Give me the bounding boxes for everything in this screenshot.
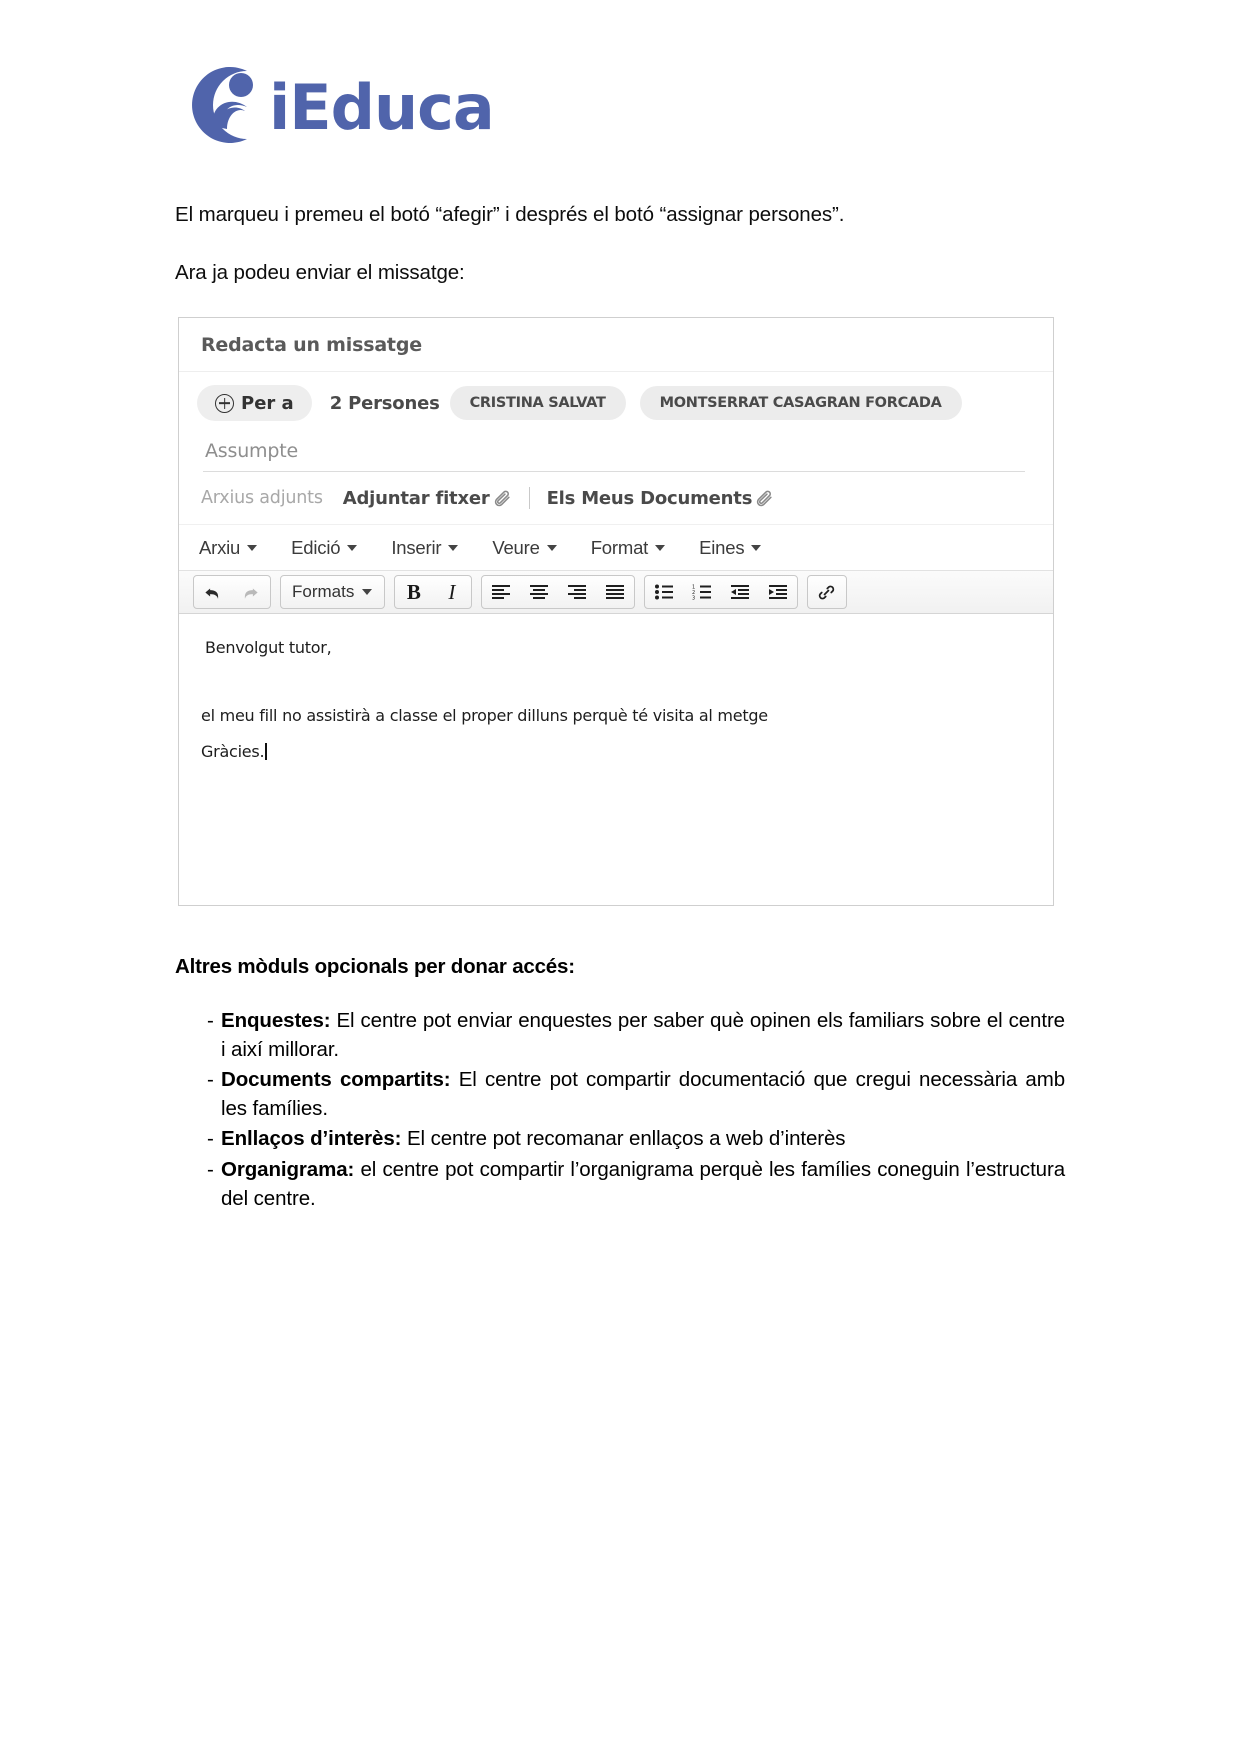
menu-arxiu[interactable]: [199, 537, 257, 559]
italic-label: I: [448, 579, 456, 604]
align-left-button[interactable]: [482, 576, 520, 608]
bullet-dash: -: [207, 1127, 214, 1151]
list-item-text: [221, 1006, 1065, 1064]
attach-file-button[interactable]: [343, 488, 512, 509]
optional-modules-heading: Altres mòduls opcionals per donar accés:: [175, 955, 575, 978]
formats-label: Formats: [292, 582, 355, 601]
list-item-term: Enquestes:: [221, 1009, 331, 1032]
list-item: [175, 1065, 1065, 1123]
message-composer-panel: [178, 317, 1054, 906]
align-right-icon: [567, 584, 587, 600]
align-justify-icon: [605, 584, 625, 600]
bullet-dash: -: [207, 1009, 214, 1032]
subject-row: [179, 434, 1053, 472]
svg-text:2: 2: [691, 590, 696, 596]
list-item-text: [221, 1065, 1065, 1123]
align-center-icon: [529, 584, 549, 600]
editor-greeting-line: Benvolgut tutor,: [205, 638, 332, 657]
editor-toolbar: [179, 570, 1053, 614]
history-button-group: [193, 575, 271, 609]
bullet-dash: -: [207, 1068, 214, 1092]
recipient-count-label: 2 Persones: [329, 392, 440, 414]
indent-icon: [768, 584, 788, 600]
insert-link-button[interactable]: [808, 576, 846, 608]
list-item: [175, 1006, 1065, 1064]
logo-wordmark: iEduca: [269, 71, 494, 144]
list-item-term: Enllaços d’interès:: [221, 1127, 402, 1151]
recipient-chip[interactable]: MONTSERRAT CASAGRAN FORCADA: [640, 386, 962, 420]
redo-arrow-icon: [241, 583, 260, 602]
recipient-chip[interactable]: CRISTINA SALVAT: [450, 386, 626, 420]
my-documents-label: Els Meus Documents: [546, 487, 753, 509]
ieduca-logo: [183, 62, 494, 148]
menu-edicio[interactable]: [291, 537, 357, 559]
attachments-row: [179, 472, 1053, 524]
attach-file-label: Adjuntar fitxer: [342, 487, 490, 509]
paperclip-icon: [493, 489, 512, 508]
menu-label: Veure: [492, 536, 540, 558]
my-documents-button[interactable]: [547, 488, 775, 509]
formats-button-group: [280, 575, 385, 609]
add-recipient-button[interactable]: [197, 385, 312, 421]
recipients-row: [179, 372, 1053, 434]
list-item-desc: El centre pot compartir documentació que cregui necessària amb les famílies.: [221, 1068, 1065, 1121]
text-cursor: [265, 743, 267, 760]
chevron-down-icon: [247, 545, 257, 551]
align-justify-button[interactable]: [596, 576, 634, 608]
alignment-button-group: [481, 575, 635, 609]
editor-closing-text: Gràcies.: [201, 742, 265, 761]
numbered-list-button[interactable]: [683, 576, 721, 608]
chevron-down-icon: [347, 545, 357, 551]
menu-eines[interactable]: [699, 537, 761, 559]
undo-arrow-icon: [203, 583, 222, 602]
chevron-down-icon: [362, 589, 372, 595]
list-item-term: Documents compartits:: [221, 1068, 451, 1092]
menu-label: Eines: [699, 536, 745, 558]
instruction-paragraph-1: El marqueu i premeu el botó “afegir” i després el botó “assignar persones”.: [175, 203, 845, 226]
indent-button[interactable]: [759, 576, 797, 608]
list-item: [175, 1124, 1065, 1153]
align-left-icon: [491, 584, 511, 600]
align-right-button[interactable]: [558, 576, 596, 608]
numbered-list-icon: [692, 584, 712, 600]
link-button-group: [807, 575, 847, 609]
menu-format[interactable]: [591, 537, 665, 559]
bold-button[interactable]: [395, 576, 433, 608]
italic-button[interactable]: [433, 576, 471, 608]
list-item-term: Organigrama:: [221, 1157, 355, 1181]
list-item: [175, 1155, 1065, 1213]
attachments-label: Arxius adjunts: [201, 488, 323, 508]
redo-button[interactable]: [232, 576, 270, 608]
editor-menubar: [179, 524, 1053, 570]
bold-label: B: [406, 579, 421, 604]
per-a-label: Per a: [241, 392, 294, 414]
menu-veure[interactable]: [492, 537, 556, 559]
list-item-desc: El centre pot enviar enquestes per saber què opinen els familiars sobre el centre i així millorar.: [221, 1009, 1065, 1062]
editor-message-line: el meu fill no assistirà a classe el proper dilluns perquè té visita al metge: [201, 706, 768, 725]
plus-circle-icon: [215, 394, 234, 413]
chevron-down-icon: [751, 545, 761, 551]
formats-dropdown[interactable]: [281, 576, 384, 608]
chevron-down-icon: [547, 545, 557, 551]
bullet-dash: -: [207, 1157, 214, 1181]
svg-text:3: 3: [691, 595, 696, 600]
list-item-text: [221, 1124, 1065, 1153]
outdent-icon: [730, 584, 750, 600]
chevron-down-icon: [448, 545, 458, 551]
composer-header: [179, 318, 1053, 372]
menu-label: Format: [590, 536, 649, 558]
message-editor-body[interactable]: [179, 614, 1053, 906]
list-item-desc: El centre pot recomanar enllaços a web d’interès: [401, 1127, 846, 1151]
link-chain-icon: [817, 583, 836, 602]
composer-title: Redacta un missatge: [201, 333, 422, 356]
text-style-button-group: [394, 575, 472, 609]
outdent-button[interactable]: [721, 576, 759, 608]
list-item-desc: el centre pot compartir l’organigrama perquè les famílies coneguin l’estructura del centre.: [221, 1157, 1065, 1210]
undo-button[interactable]: [194, 576, 232, 608]
menu-label: Inserir: [391, 536, 442, 558]
menu-label: Edició: [291, 536, 341, 558]
svg-text:1: 1: [691, 584, 696, 591]
attachments-divider: [529, 487, 530, 509]
menu-inserir[interactable]: [391, 537, 458, 559]
instruction-paragraph-2: Ara ja podeu enviar el missatge:: [175, 261, 465, 284]
bullet-list-button[interactable]: [645, 576, 683, 608]
chevron-down-icon: [655, 545, 665, 551]
subject-input[interactable]: [203, 440, 1025, 472]
ieduca-crescent-person-logo-icon: [183, 63, 267, 147]
list-item-text: [221, 1155, 1065, 1213]
align-center-button[interactable]: [520, 576, 558, 608]
paperclip-icon: [755, 489, 774, 508]
optional-modules-list: [175, 1006, 1065, 1214]
editor-closing-line: [201, 740, 267, 764]
menu-label: Arxiu: [199, 536, 241, 558]
bullet-list-icon: [654, 584, 674, 600]
list-indent-button-group: [644, 575, 798, 609]
